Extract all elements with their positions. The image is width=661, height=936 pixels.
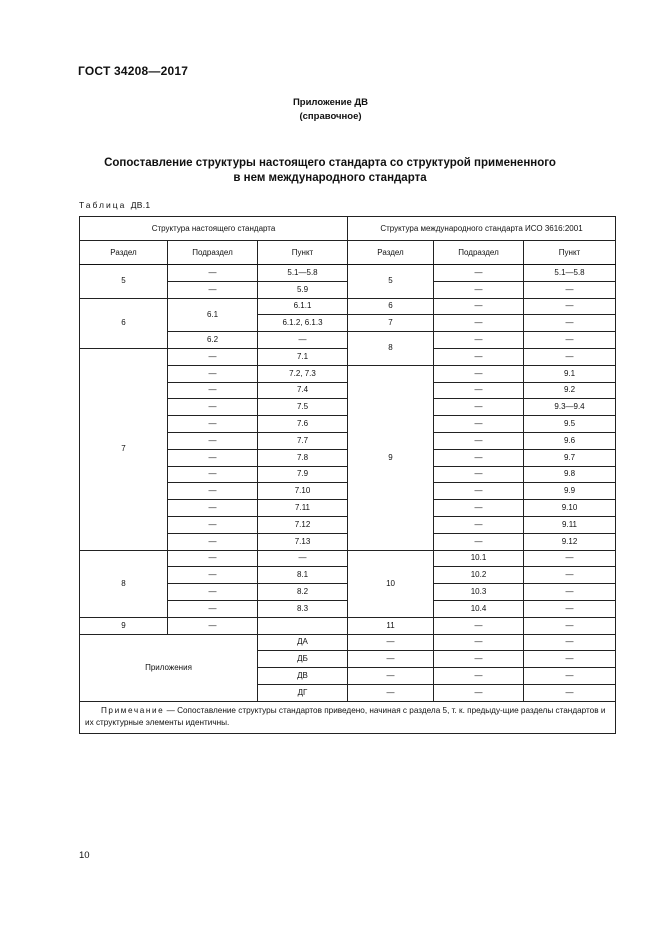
table-note-label: Примечание (100, 705, 165, 715)
section-title-line-2: в нем международного стандарта (233, 172, 427, 184)
table-cell: 9.3—9.4 (524, 399, 616, 416)
table-cell: — (348, 668, 434, 685)
table-cell: 8.3 (258, 600, 348, 617)
table-cell: Приложения (80, 634, 258, 701)
table-cell: — (434, 651, 524, 668)
table-cell: — (168, 265, 258, 282)
table-cell: 10.3 (434, 584, 524, 601)
column-header: Раздел (348, 241, 434, 265)
section-title-line-1: Сопоставление структуры настоящего стандарта со структурой примененного (104, 157, 556, 169)
table-cell: 5 (80, 265, 168, 299)
table-row (80, 265, 616, 282)
table-cell: 7.10 (258, 483, 348, 500)
table-cell: — (168, 533, 258, 550)
table-cell: — (434, 265, 524, 282)
table-note-text: — Сопоставление структуры стандартов приведено, начиная с раздела 5, т. к. предыду-щие разделы стандартов и их структурные элементы идентичны. (85, 705, 606, 727)
table-cell: 9.9 (524, 483, 616, 500)
table-cell: 5 (348, 265, 434, 299)
table-cell: 7 (348, 315, 434, 332)
table-row (80, 298, 616, 315)
table-cell: 8.2 (258, 584, 348, 601)
table-column-header-row (80, 241, 616, 265)
table-cell: — (168, 432, 258, 449)
table-cell: — (434, 516, 524, 533)
table-cell: 6.1.2, 6.1.3 (258, 315, 348, 332)
table-cell: 9.2 (524, 382, 616, 399)
table-cell: — (434, 432, 524, 449)
group-header-national: Структура настоящего стандарта (80, 217, 348, 241)
table-cell: 7.2, 7.3 (258, 365, 348, 382)
table-cell: 10 (348, 550, 434, 617)
table-cell: 7.5 (258, 399, 348, 416)
table-cell: — (524, 617, 616, 634)
table-cell: — (434, 668, 524, 685)
table-cell: 9.7 (524, 449, 616, 466)
table-cell: 6 (348, 298, 434, 315)
table-cell: — (434, 332, 524, 349)
table-cell (258, 617, 348, 634)
column-header: Пункт (524, 241, 616, 265)
table-cell: — (168, 617, 258, 634)
column-header: Раздел (80, 241, 168, 265)
table-row (80, 634, 616, 651)
table-cell: — (524, 634, 616, 651)
table-cell: — (168, 600, 258, 617)
table-cell: 7.1 (258, 348, 348, 365)
table-cell: 6.1 (168, 298, 258, 332)
table-cell: 7.12 (258, 516, 348, 533)
table-cell: — (524, 600, 616, 617)
table-cell: — (348, 634, 434, 651)
table-row (80, 550, 616, 567)
table-cell: — (168, 365, 258, 382)
table-cell: 7.6 (258, 416, 348, 433)
column-header: Подраздел (434, 241, 524, 265)
table-cell: 10.1 (434, 550, 524, 567)
table-cell: 7 (80, 348, 168, 550)
table-cell: — (434, 500, 524, 517)
table-cell: 9.11 (524, 516, 616, 533)
table-cell: 7.9 (258, 466, 348, 483)
table-group-header-row (80, 217, 616, 241)
table-cell: — (168, 348, 258, 365)
table-cell: — (434, 416, 524, 433)
table-cell: — (168, 416, 258, 433)
table-cell: — (434, 466, 524, 483)
table-note-row (80, 701, 616, 733)
table-cell: — (168, 550, 258, 567)
table-cell: 9 (80, 617, 168, 634)
table-cell: — (168, 281, 258, 298)
table-cell: — (434, 382, 524, 399)
table-cell: 7.7 (258, 432, 348, 449)
appendix-title: Приложение ДВ (292, 97, 369, 108)
table-cell: — (524, 281, 616, 298)
table-cell: — (168, 399, 258, 416)
table-cell: — (524, 567, 616, 584)
table-cell: — (524, 651, 616, 668)
table-cell: 9.12 (524, 533, 616, 550)
table-cell: 8 (80, 550, 168, 617)
table-cell: — (524, 584, 616, 601)
table-row (80, 617, 616, 634)
table-note (80, 701, 616, 733)
table-cell: — (524, 684, 616, 701)
table-cell: 10.4 (434, 600, 524, 617)
table-cell: — (168, 483, 258, 500)
table-cell: 9.8 (524, 466, 616, 483)
table-cell: 9.1 (524, 365, 616, 382)
table-cell: — (348, 684, 434, 701)
table-cell: 5.9 (258, 281, 348, 298)
document-code: ГОСТ 34208—2017 (78, 64, 189, 78)
table-cell: — (524, 550, 616, 567)
section-title (80, 156, 580, 186)
appendix-heading (0, 96, 661, 124)
comparison-table (79, 216, 616, 734)
table-cell: 7.11 (258, 500, 348, 517)
table-cell: — (168, 449, 258, 466)
table-cell: 5.1—5.8 (258, 265, 348, 282)
appendix-subtitle: (справочное) (299, 111, 362, 122)
table-cell: 10.2 (434, 567, 524, 584)
table-cell: 9 (348, 365, 434, 550)
table-cell: — (434, 483, 524, 500)
table-cell: 6.1.1 (258, 298, 348, 315)
table-cell: ДВ (258, 668, 348, 685)
table-cell: 9.10 (524, 500, 616, 517)
table-cell: — (434, 365, 524, 382)
table-cell: ДГ (258, 684, 348, 701)
table-cell: 8 (348, 332, 434, 366)
table-cell: — (168, 584, 258, 601)
table-cell: 9.6 (524, 432, 616, 449)
table-cell: 6 (80, 298, 168, 348)
table-cell: — (524, 668, 616, 685)
table-cell: 6.2 (168, 332, 258, 349)
table-caption (79, 200, 150, 210)
table-cell: — (434, 533, 524, 550)
table-cell: — (434, 617, 524, 634)
table-cell: — (524, 348, 616, 365)
table-cell: — (524, 315, 616, 332)
table-cell: 8.1 (258, 567, 348, 584)
table-cell: — (168, 516, 258, 533)
page-number: 10 (79, 850, 90, 861)
table-cell: — (434, 315, 524, 332)
column-header: Подраздел (168, 241, 258, 265)
table-cell: — (434, 348, 524, 365)
table-cell: 5.1—5.8 (524, 265, 616, 282)
table-caption-word: Таблица (79, 200, 127, 210)
table-cell: ДБ (258, 651, 348, 668)
table-cell: ДА (258, 634, 348, 651)
table-row (80, 348, 616, 365)
table-cell: — (434, 634, 524, 651)
table-cell: — (168, 466, 258, 483)
table-cell: — (434, 281, 524, 298)
table-cell: — (524, 298, 616, 315)
table-cell: — (434, 298, 524, 315)
table-cell: — (434, 449, 524, 466)
table-cell: 9.5 (524, 416, 616, 433)
table-cell: — (168, 500, 258, 517)
table-caption-number: ДВ.1 (130, 200, 151, 210)
table-cell: — (258, 332, 348, 349)
table-cell: — (434, 684, 524, 701)
table-cell: — (258, 550, 348, 567)
table-cell: — (348, 651, 434, 668)
table-cell: — (168, 567, 258, 584)
table-cell: — (434, 399, 524, 416)
group-header-international: Структура международного стандарта ИСО 3616:2001 (348, 217, 616, 241)
table-cell: 11 (348, 617, 434, 634)
table-cell: 7.13 (258, 533, 348, 550)
table-cell: — (168, 382, 258, 399)
table-cell: 7.4 (258, 382, 348, 399)
table-cell: — (524, 332, 616, 349)
table-cell: 7.8 (258, 449, 348, 466)
column-header: Пункт (258, 241, 348, 265)
